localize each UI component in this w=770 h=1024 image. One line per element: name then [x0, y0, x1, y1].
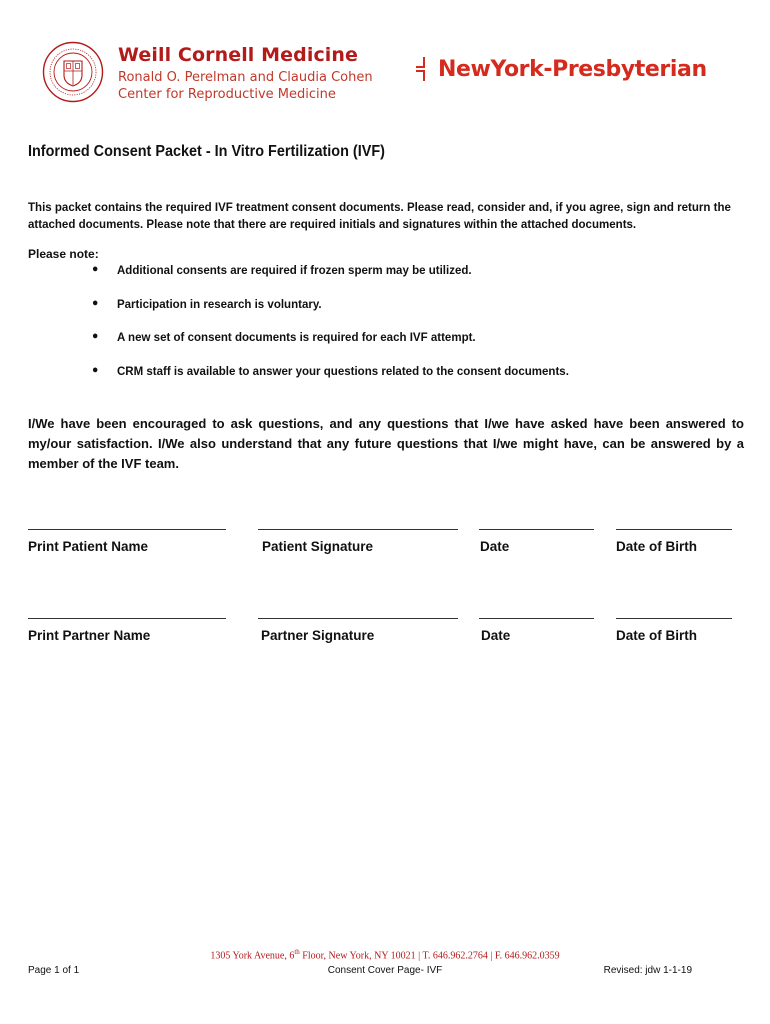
patient-signature-field[interactable] [258, 529, 458, 554]
patient-signature-row [0, 529, 770, 569]
signature-line[interactable] [616, 529, 732, 530]
nyp-mark-icon [414, 55, 432, 83]
partner-dob-label: Date of Birth [616, 628, 697, 643]
page-number: Page 1 of 1 [28, 965, 80, 976]
patient-date-field[interactable] [479, 529, 594, 554]
list-item: ● Additional consents are required if frozen sperm may be utilized. [92, 263, 472, 277]
wcm-name: Weill Cornell Medicine [118, 44, 359, 66]
partner-date-label: Date [481, 628, 511, 643]
patient-signature-label: Patient Signature [262, 539, 374, 554]
nyp-name: NewYork-Presbyterian [438, 56, 707, 82]
signature-line[interactable] [479, 529, 594, 530]
partner-date-field[interactable] [479, 618, 594, 643]
signature-line[interactable] [258, 618, 458, 619]
partner-name-field[interactable] [28, 618, 226, 643]
signature-line[interactable] [479, 618, 594, 619]
patient-date-label: Date [480, 539, 510, 554]
please-note-label: Please note: [28, 247, 99, 261]
signature-line[interactable] [28, 529, 226, 530]
weill-cornell-seal-logo [42, 41, 104, 103]
intro-paragraph: This packet contains the required IVF treatment consent documents. Please read, consider and, if you agree, sign and return the attached documents. Please note that there are required initials and signatures within the attached documents. [28, 200, 731, 231]
partner-signature-label: Partner Signature [261, 628, 375, 643]
wcm-subtitle-line-1: Ronald O. Perelman and Claudia Cohen [118, 70, 373, 85]
bullet-icon: ● [92, 364, 99, 377]
affirmation-paragraph: I/We have been encouraged to ask questions, and any questions that I/we have asked have been answered to my/our satisfaction. I/We also understand that any future questions that I/we might have, can be answered by a member of the IVF team. [28, 416, 744, 471]
footer-address: 1305 York Avenue, 6th Floor, New York, NY 10021 | T. 646.962.2764 | F. 646.962.0359 [210, 948, 560, 962]
patient-dob-label: Date of Birth [616, 539, 697, 554]
nyp-logo [414, 55, 707, 83]
signature-line[interactable] [28, 618, 226, 619]
document-title: Informed Consent Packet - In Vitro Fertilization (IVF) [28, 143, 385, 160]
list-item: ● CRM staff is available to answer your questions related to the consent documents. [92, 364, 569, 379]
signature-line[interactable] [616, 618, 732, 619]
partner-dob-field[interactable] [616, 618, 732, 643]
list-item: ● Participation in research is voluntary. [92, 296, 322, 311]
patient-dob-field[interactable] [616, 529, 732, 554]
weill-cornell-header [118, 44, 373, 103]
note-bullet-list [92, 263, 589, 398]
footer-document-name: Consent Cover Page- IVF [327, 965, 443, 976]
bullet-icon: ● [92, 263, 99, 275]
signature-line[interactable] [258, 529, 458, 530]
wcm-subtitle-line-2: Center for Reproductive Medicine [118, 87, 336, 102]
patient-name-field[interactable] [28, 529, 226, 554]
partner-signature-row [0, 618, 770, 658]
partner-name-label: Print Partner Name [28, 628, 151, 643]
partner-signature-field[interactable] [258, 618, 458, 643]
bullet-icon: ● [92, 296, 99, 309]
revision-label: Revised: jdw 1-1-19 [603, 965, 692, 976]
patient-name-label: Print Patient Name [28, 539, 149, 554]
list-item: ● A new set of consent documents is required for each IVF attempt. [92, 330, 476, 345]
bullet-icon: ● [92, 330, 99, 343]
